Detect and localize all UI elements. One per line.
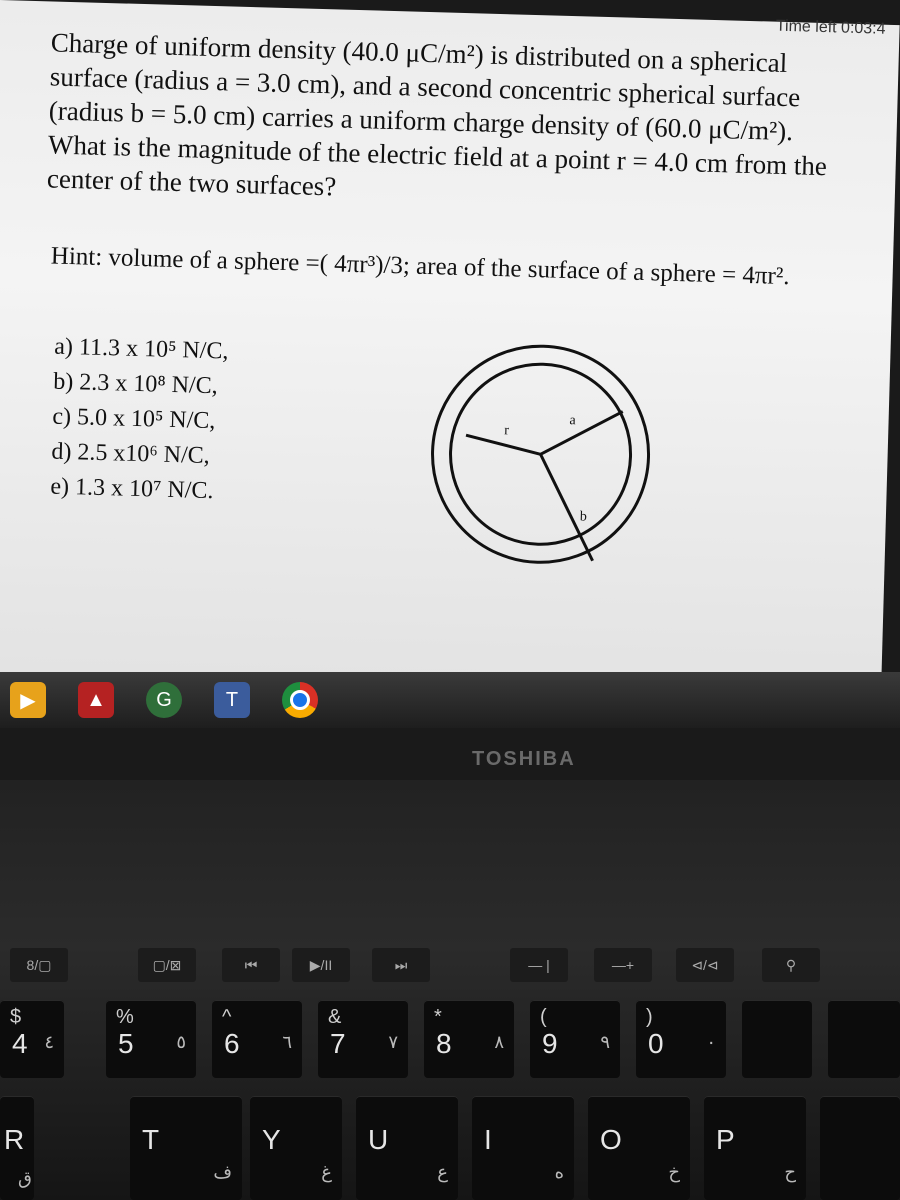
function-key-row	[0, 948, 900, 988]
key-7[interactable]	[318, 1000, 408, 1078]
key-5[interactable]	[106, 1000, 196, 1078]
key-equals[interactable]	[828, 1000, 900, 1078]
label-a: a	[569, 413, 576, 429]
key-o[interactable]	[588, 1096, 690, 1200]
key-5-alt: ٥	[176, 1032, 186, 1052]
fkey-5[interactable]: ⏭	[372, 948, 430, 982]
concentric-spheres-diagram	[422, 326, 669, 583]
key-p[interactable]	[704, 1096, 806, 1200]
key-9-alt: ٩	[600, 1032, 610, 1052]
media-player-icon[interactable]: ▶	[10, 682, 46, 718]
fkey-2[interactable]: ▢/⊠	[138, 948, 196, 982]
key-5-shift: %	[116, 1006, 134, 1028]
key-0-main: 0	[648, 1028, 664, 1059]
key-7-shift: &	[328, 1006, 342, 1028]
key-9[interactable]	[530, 1000, 620, 1078]
key-8-main: 8	[436, 1028, 452, 1059]
key-0-shift: )	[646, 1006, 653, 1028]
label-b: b	[579, 509, 588, 525]
fkey-3[interactable]: ⏮	[222, 948, 280, 982]
key-t[interactable]	[130, 1096, 242, 1200]
fkey-7[interactable]: —+	[594, 948, 652, 982]
key-o-main: O	[600, 1124, 622, 1155]
key-0-alt: ٠	[706, 1032, 716, 1052]
key-8[interactable]	[424, 1000, 514, 1078]
time-left-indicator: Time left 0:03:4	[775, 17, 886, 38]
key-r[interactable]	[0, 1096, 34, 1200]
key-u-main: U	[368, 1124, 389, 1155]
key-7-alt: ٧	[388, 1032, 398, 1052]
windows-taskbar	[0, 672, 900, 728]
key-9-main: 9	[542, 1028, 558, 1059]
option-b[interactable]: b) 2.3 x 10⁸ N/C,	[53, 368, 219, 400]
key-t-alt: ف	[213, 1162, 232, 1182]
option-e[interactable]: e) 1.3 x 10⁷ N/C.	[50, 473, 214, 505]
key-i-main: I	[484, 1124, 492, 1155]
hint-text: Hint: volume of a sphere =( 4πr³)/3; area of the surface of a sphere = 4πr².	[50, 242, 790, 291]
key-5-main: 5	[118, 1028, 134, 1059]
key-p-alt: ح	[784, 1162, 796, 1182]
key-i[interactable]	[472, 1096, 574, 1200]
label-r: r	[503, 423, 510, 439]
tj-app-icon[interactable]	[214, 682, 250, 718]
key-o-alt: خ	[668, 1162, 680, 1182]
fkey-6[interactable]: — |	[510, 948, 568, 982]
key-y-alt: غ	[321, 1162, 332, 1182]
key-6-main: 6	[224, 1028, 240, 1059]
key-9-shift: (	[540, 1006, 547, 1028]
acrobat-icon[interactable]: ▲	[78, 682, 114, 718]
key-i-alt: ه	[554, 1162, 564, 1182]
key-bracket[interactable]	[820, 1096, 900, 1200]
key-t-main: T	[142, 1124, 160, 1155]
fkey-4[interactable]: ▶/II	[292, 948, 350, 982]
key-4-main: 4	[12, 1028, 28, 1059]
key-r-main: R	[4, 1124, 25, 1155]
key-4-alt: ٤	[44, 1032, 54, 1052]
radius-a-line	[541, 409, 623, 456]
fkey-9[interactable]: ⚲	[762, 948, 820, 982]
key-4-shift: $	[10, 1006, 22, 1028]
key-8-shift: *	[434, 1006, 442, 1028]
key-r-alt: ق	[18, 1168, 32, 1188]
fkey-1[interactable]: 8/▢	[10, 948, 68, 982]
option-a[interactable]: a) 11.3 x 10⁵ N/C,	[53, 333, 229, 365]
fkey-8[interactable]: ⊲/⊲	[676, 948, 734, 982]
key-minus[interactable]	[742, 1000, 812, 1078]
key-6[interactable]	[212, 1000, 302, 1078]
key-y-main: Y	[262, 1124, 281, 1155]
key-u-alt: ع	[437, 1162, 448, 1182]
key-6-alt: ٦	[282, 1032, 292, 1052]
key-6-shift: ^	[222, 1006, 232, 1028]
laptop-keyboard	[0, 780, 900, 1200]
option-c[interactable]: c) 5.0 x 10⁵ N/C,	[52, 403, 216, 435]
key-u[interactable]	[356, 1096, 458, 1200]
chrome-center-icon	[290, 690, 310, 710]
laptop-brand-logo: TOSHIBA	[472, 748, 576, 770]
key-p-main: P	[716, 1124, 735, 1155]
answer-options	[50, 330, 229, 510]
question-text: Charge of uniform density (40.0 μC/m²) is distributed on a spherical surface (radius a = 3.0 cm), and a second concentric spherical surface (radius b = 5.0 cm) carries a uniform charge density of (60.0 μC/m²). What is the magnitude of the electric field at a point r = 4.0 cm from the center of the two surfaces?	[46, 27, 828, 202]
tj-app-label: T	[225, 688, 239, 711]
key-4[interactable]	[0, 1000, 64, 1078]
option-d[interactable]: d) 2.5 x10⁶ N/C,	[51, 438, 211, 470]
key-y[interactable]	[250, 1096, 342, 1200]
key-0[interactable]	[636, 1000, 726, 1078]
chrome-icon[interactable]	[282, 682, 318, 718]
key-8-alt: ٨	[494, 1032, 504, 1052]
key-7-main: 7	[330, 1028, 346, 1059]
g-app-icon[interactable]: G	[146, 682, 182, 718]
